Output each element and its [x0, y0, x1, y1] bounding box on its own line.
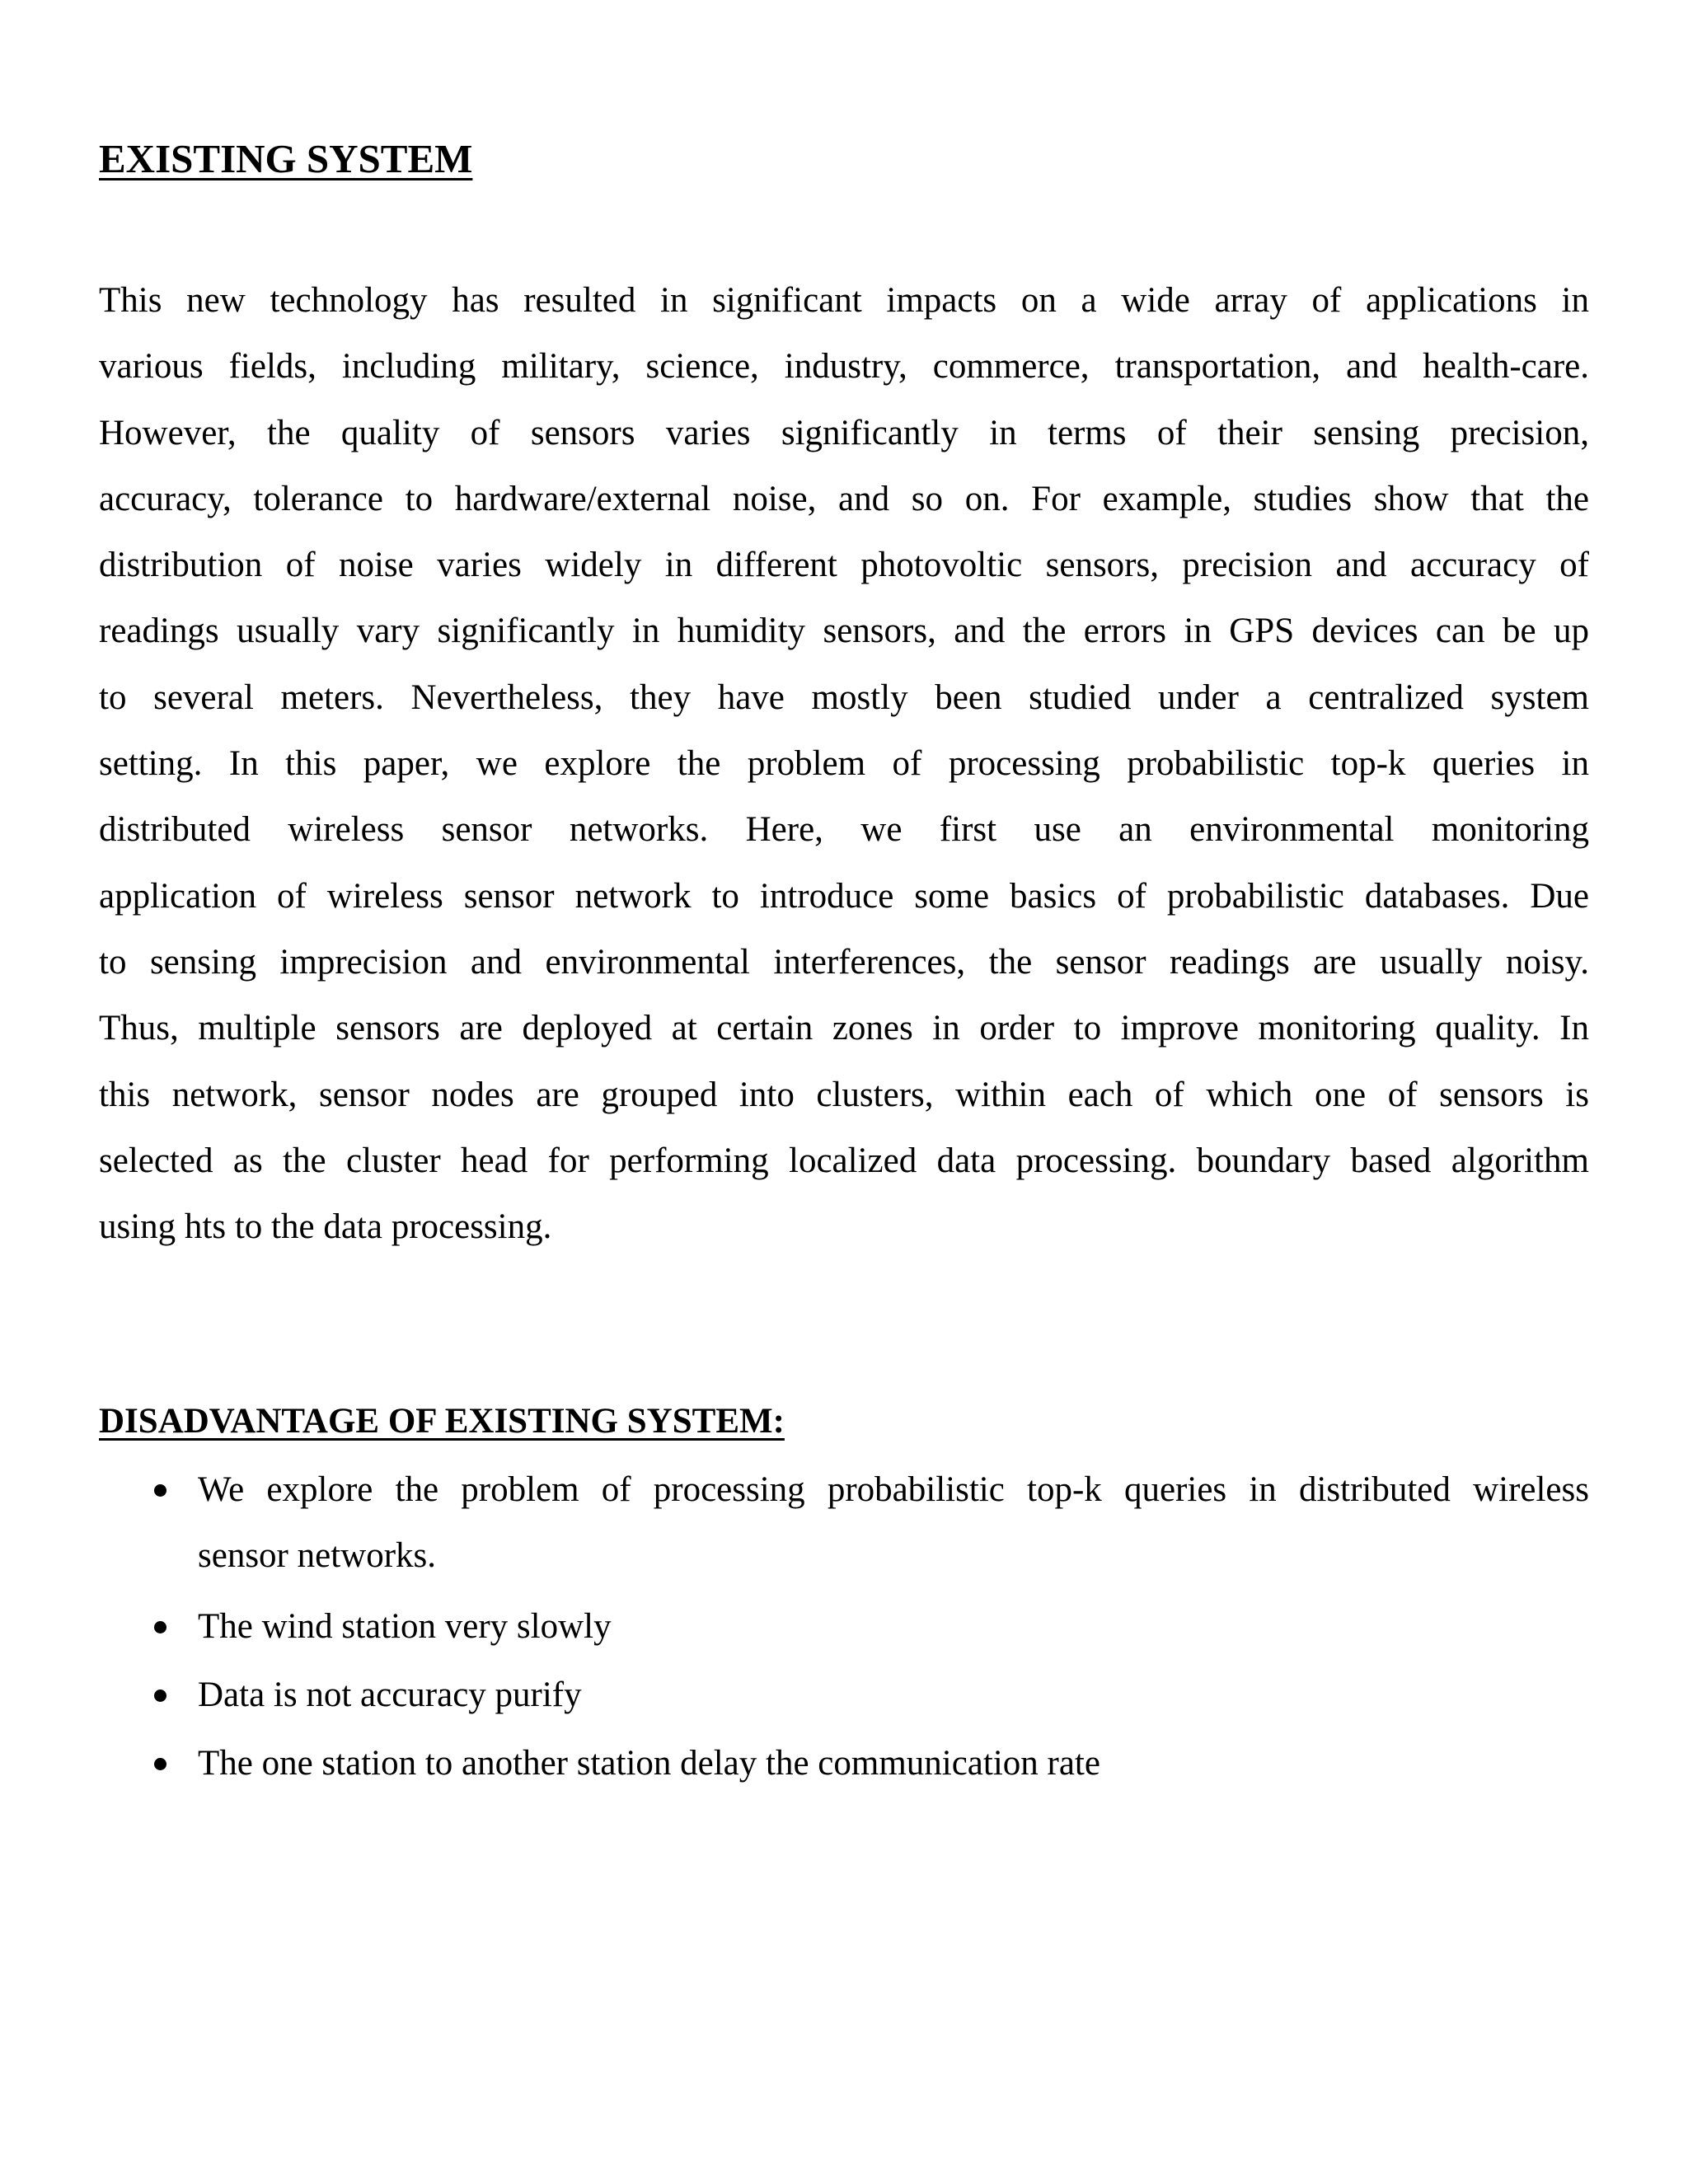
paragraph-line: application of wireless sensor network to introduce some basics of probabilistic databases. Due	[99, 876, 1589, 916]
paragraph-line: readings usually vary significantly in humidity sensors, and the errors in GPS devices can be up	[99, 612, 1589, 651]
paragraph-line: accuracy, tolerance to hardware/external noise, and so on. For example, studies show that the	[99, 479, 1589, 518]
paragraph-line: to several meters. Nevertheless, they have mostly been studied under a centralized system	[99, 677, 1589, 717]
list-item	[0, 1594, 1688, 1662]
list-item-line: The one station to another station delay the communication rate	[198, 1744, 1100, 1783]
bullet-icon	[154, 1484, 166, 1497]
paragraph-line: distribution of noise varies widely in different photovoltic sensors, precision and accuracy of	[99, 546, 1589, 585]
list-item	[0, 1662, 1688, 1731]
paragraph-line: However, the quality of sensors varies significantly in terms of their sensing precision,	[99, 413, 1589, 452]
paragraph-line: this network, sensor nodes are grouped into clusters, within each of which one of sensors is	[99, 1075, 1589, 1114]
existing-system-paragraph	[99, 268, 1589, 1260]
list-item-line: Data is not accuracy purify	[198, 1675, 582, 1714]
disadvantages-heading: DISADVANTAGE OF EXISTING SYSTEM:	[99, 1402, 785, 1441]
paragraph-line: This new technology has resulted in significant impacts on a wide array of applications in	[99, 281, 1589, 320]
list-item-text	[198, 1662, 1589, 1728]
paragraph-line: distributed wireless sensor networks. Here, we first use an environmental monitoring	[99, 810, 1589, 850]
disadvantages-list	[0, 1457, 1688, 1799]
list-item	[0, 1457, 1688, 1594]
paragraph-line: various fields, including military, science, industry, commerce, transportation, and health-care.	[99, 347, 1589, 387]
list-item	[0, 1731, 1688, 1799]
list-item-line: sensor networks.	[198, 1536, 437, 1575]
list-item-line: The wind station very slowly	[198, 1607, 612, 1646]
list-item-text	[198, 1731, 1589, 1797]
bullet-icon	[154, 1621, 166, 1633]
bullet-icon	[154, 1758, 166, 1770]
list-item-text	[198, 1457, 1589, 1589]
paragraph-line: to sensing imprecision and environmental interferences, the sensor readings are usually noisy.	[99, 942, 1589, 982]
existing-system-heading: EXISTING SYSTEM	[99, 136, 473, 181]
paragraph-line: Thus, multiple sensors are deployed at certain zones in order to improve monitoring quality. In	[99, 1009, 1589, 1048]
list-item-text	[198, 1594, 1589, 1660]
bullet-icon	[154, 1690, 166, 1702]
paragraph-line: using hts to the data processing.	[99, 1207, 552, 1247]
list-item-line: We explore the problem of processing probabilistic top-k queries in distributed wireless	[198, 1470, 1589, 1509]
paragraph-line: setting. In this paper, we explore the problem of processing probabilistic top-k queries in	[99, 744, 1589, 784]
paragraph-line: selected as the cluster head for performing localized data processing. boundary based algorithm	[99, 1141, 1589, 1180]
